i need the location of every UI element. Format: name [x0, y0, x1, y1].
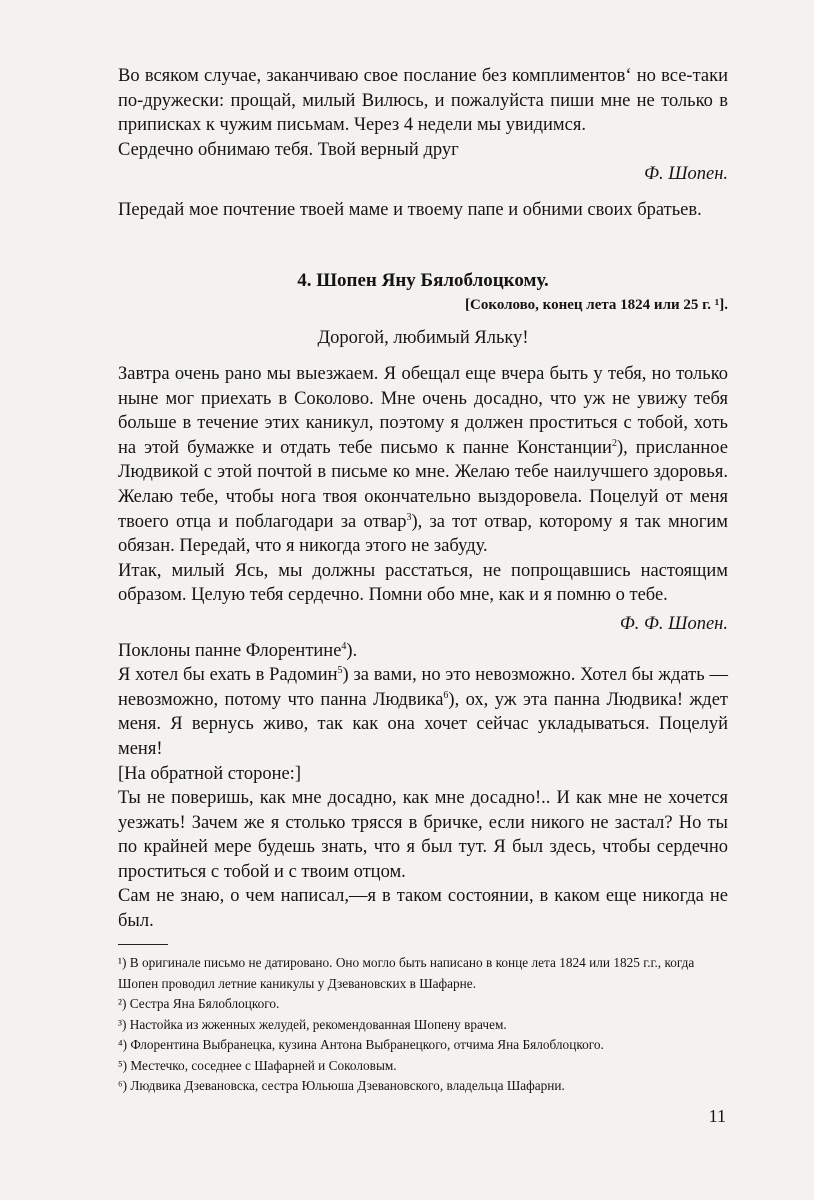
letter4-paragraph-2: Итак, милый Ясь, мы должны расстаться, не попрощавшись настоящим образом. Целую тебя сердечно. Помни обо мне, как и я помню о тебе.: [118, 560, 728, 606]
footnote-divider: [118, 944, 168, 945]
letter4-postscript-2-part-c: ), ох, уж эта панна Людвика! ждет меня. Я вернусь живо, так как она хочет сейчас укладываться. Поцелуй меня!: [118, 689, 728, 759]
footnote-2-number: ²): [118, 996, 127, 1011]
letter3-postscript: Передай мое почтение твоей маме и твоему папе и обними своих братьев.: [118, 200, 702, 220]
footnote-6-number: ⁶): [118, 1078, 128, 1093]
page-number: 11: [708, 1106, 726, 1126]
letter4-postscript-1: [118, 639, 728, 664]
footnote-2: [118, 994, 730, 1015]
letter4-postscript-1-part-b: ).: [346, 640, 358, 661]
letter3-signature: Ф. Шопен.: [644, 164, 728, 185]
letter4-reverse-note: [На обратной стороне:]: [118, 763, 301, 784]
letter4-paragraph-1-part-c: ), за тот отвар, которому я так многим обязан. Передай, что я никогда этого не забуду.: [118, 511, 728, 557]
letter4-paragraph-1-part-a: Завтра очень рано мы выезжаем. Я обещал еще вчера быть у тебя, но только ныне мог приехать в Соколово. Мне очень досадно, что уж не увижу тебя больше в течение этих каникул, поэтому я должен проститься с тобой, хоть на этой бумажке и отдать тебе письмо к панне Констанции: [118, 364, 728, 458]
footnote-6: [118, 1076, 730, 1097]
footnote-2-text: Сестра Яна Бялоблоцкого.: [129, 996, 280, 1011]
letter4-postscript-1-part-a: Поклоны панне Флорентине: [118, 640, 342, 661]
letter3-postscript-block: [118, 198, 728, 223]
letter4-dateline: [Соколово, конец лета 1824 или 25 г. ¹].: [465, 297, 728, 313]
footnote-3-text: Настойка из жженных желудей, рекомендованная Шопену врачем.: [129, 1016, 507, 1032]
letter4-paragraph-4: Сам не знаю, о чем написал,—я в таком состоянии, в каком еще никогда не был.: [118, 886, 728, 932]
letter4-postscript-2-part-a: Я хотел бы ехать в Радомин: [118, 665, 338, 686]
letter4-greeting-block: [118, 325, 728, 351]
footnote-ref-2: 2: [611, 437, 617, 449]
letter4-header: [118, 268, 728, 316]
footnote-4-text: Флорентина Выбранецка, кузина Антона Выбранецкого, отчима Яна Бялоблоцкого.: [130, 1037, 604, 1052]
footnote-ref-4: 4: [341, 640, 347, 652]
footnote-6-text: Людвика Дзевановска, сестра Юльюша Дзевановского, владельца Шафарни.: [130, 1078, 565, 1093]
footnote-ref-5: 5: [337, 664, 343, 676]
footnotes: [118, 953, 730, 1097]
footnote-1: [118, 953, 730, 994]
letter4-postscript-2-part-b: ) за вами, но это невозможно. Хотел бы ждать — невозможно, потому что панна Людвика: [118, 665, 728, 710]
letter4-paragraph-1-part-b: ), присланное Людвикой с этой почтой в письме ко мне. Желаю тебе наилучшего здоровья. Желаю тебе, чтобы нога твоя окончательно выздоровела. Поцелуй от меня твоего отца и поблагодари за отвар: [118, 437, 728, 532]
footnote-1-number: ¹): [118, 955, 127, 970]
footnote-5-text: Местечко, соседнее с Шафарней и Соколовым.: [130, 1057, 397, 1073]
letter4-body: [118, 362, 728, 934]
footnote-3-number: ³): [118, 1016, 127, 1032]
letter4-paragraph-3: Ты не поверишь, как мне досадно, как мне досадно!.. И как мне не хочется уезжать! Зачем же я столько трясся в бричке, если никого не застал? Но ты по крайней мере будешь знать, что я был тут. Я был здесь, чтобы сердечно проститься с тобой и с твоим отцом.: [118, 788, 728, 882]
footnote-5: [118, 1056, 730, 1077]
footnote-ref-3: 3: [406, 511, 412, 523]
letter3-end: [118, 64, 728, 187]
footnote-ref-6: 6: [443, 689, 449, 701]
footnote-4: [118, 1035, 730, 1056]
footnote-1-text: В оригинале письмо не датировано. Оно могло быть написано в конце лета 1824 или 1825 г.г., когда Шопен проводил летние каникулы у Дзевановских в Шафарне.: [118, 955, 695, 991]
letter4-heading: 4. Шопен Яну Бялоблоцкому.: [297, 270, 549, 291]
letter4-paragraph-1: [118, 362, 728, 559]
footnote-4-number: ⁴): [118, 1037, 128, 1052]
letter3-paragraph-2: Сердечно обнимаю тебя. Твой верный друг: [118, 139, 459, 160]
letter4-greeting: Дорогой, любимый Яльку!: [317, 328, 529, 348]
footnote-3: [118, 1015, 730, 1036]
letter4-signature: Ф. Ф. Шопен.: [619, 613, 728, 634]
letter3-paragraph-1: Во всяком случае, заканчиваю свое послание без комплиментов‘ но все-таки по-дружески: прощай, милый Вилюсь, и пожалуйста пиши мне не только в приписках к чужим письмам. Через 4 недели мы увидимся.: [118, 66, 728, 136]
letter4-postscript-2: [118, 663, 728, 761]
footnote-5-number: ⁵): [118, 1057, 128, 1073]
